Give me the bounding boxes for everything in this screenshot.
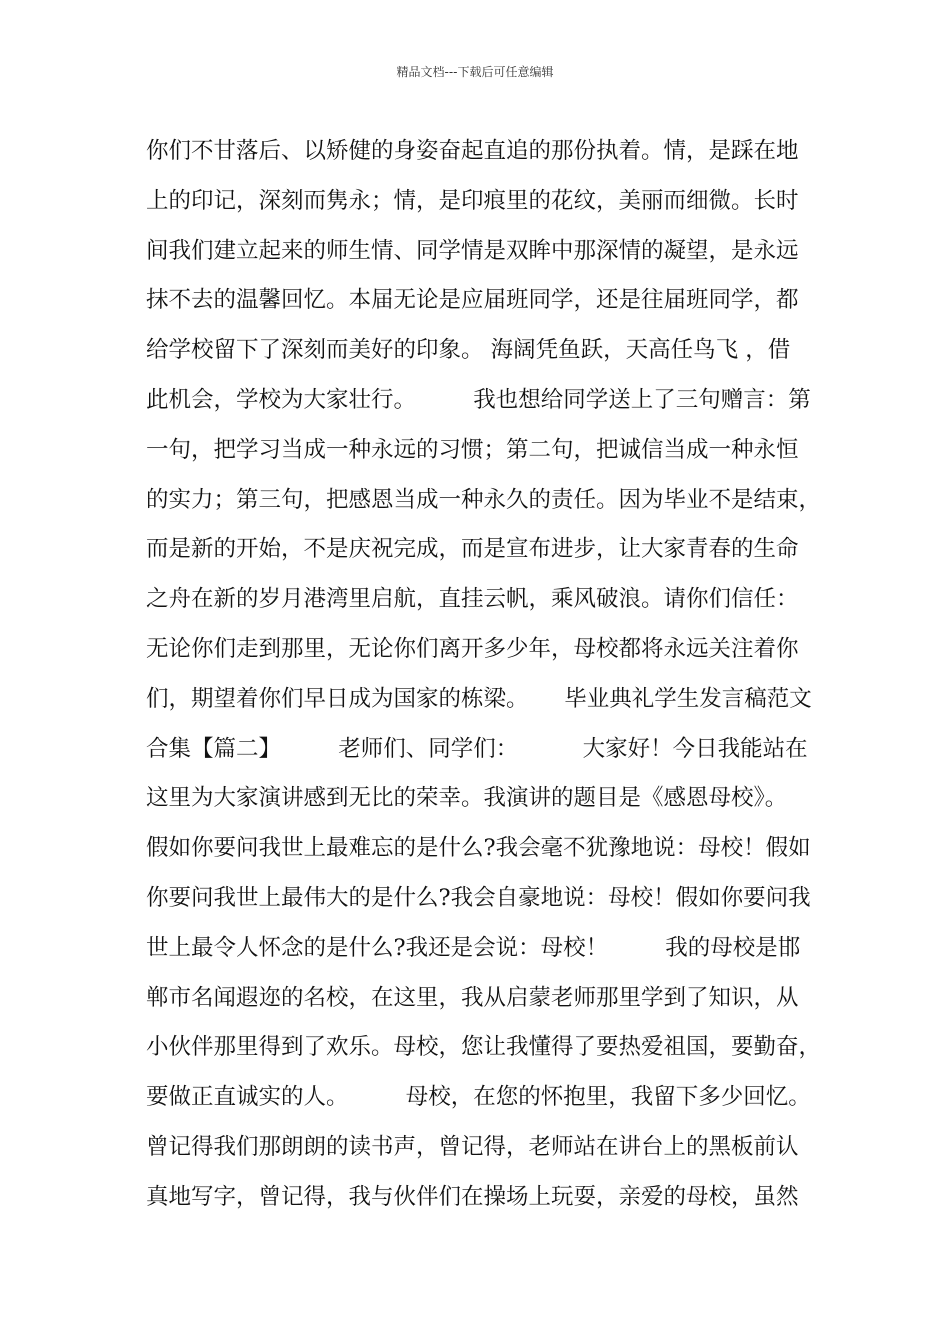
text-line: 上的印记，深刻而隽永；情，是印痕里的花纹，美丽而细微。长时 — [146, 187, 799, 214]
text-line: 们，期望着你们早日成为国家的栋梁。 毕业典礼学生发言稿范文 — [146, 685, 812, 712]
text-line: 给学校留下了深刻而美好的印象。 海阔凭鱼跃，天高任鸟飞 ，借 — [146, 337, 791, 364]
text-line: 一句，把学习当成一种永远的习惯；第二句，把诚信当成一种永恒 — [146, 436, 799, 463]
text-line: 郸市名闻遐迩的名校，在这里，我从启蒙老师那里学到了知识，从 — [146, 984, 799, 1011]
text-line: 世上最令人怀念的是什么?我还是会说：母校！ 我的母校是邯 — [146, 934, 801, 961]
text-line: 此机会，学校为大家壮行。 我也想给同学送上了三句赠言：第 — [146, 386, 811, 413]
text-line: 的实力；第三句，把感恩当成一种永久的责任。因为毕业不是结束， — [146, 486, 822, 513]
text-line: 要做正直诚实的人。 母校，在您的怀抱里，我留下多少回忆。 — [146, 1084, 811, 1111]
text-line: 你要问我世上最伟大的是什么?我会自豪地说：母校！假如你要问我 — [146, 884, 811, 911]
text-line: 抹不去的温馨回忆。本届无论是应届班同学，还是往届班同学，都 — [146, 287, 799, 314]
page-header: 精品文档---下载后可任意编辑 — [396, 65, 554, 79]
text-line: 之舟在新的岁月港湾里启航，直挂云帆，乘风破浪。请你们信任： — [146, 586, 799, 613]
text-line: 而是新的开始，不是庆祝完成，而是宣布进步，让大家青春的生命 — [146, 536, 799, 563]
text-line: 假如你要问我世上最难忘的是什么?我会毫不犹豫地说：母校！假如 — [146, 835, 811, 862]
text-line: 你们不甘落后、以矫健的身姿奋起直追的那份执着。情，是踩在地 — [146, 138, 799, 164]
text-line: 这里为大家演讲感到无比的荣幸。我演讲的题目是《感恩母校》。 — [146, 785, 788, 812]
text-line: 真地写字，曾记得，我与伙伴们在操场上玩耍，亲爱的母校，虽然 — [146, 1183, 799, 1210]
text-line: 曾记得我们那朗朗的读书声，曾记得，老师站在讲台上的黑板前认 — [146, 1133, 799, 1160]
text-line: 合集【篇二】 老师们、同学们： 大家好！今日我能站在 — [146, 735, 808, 762]
text-line: 间我们建立起来的师生情、同学情是双眸中那深情的凝望，是永远 — [146, 237, 799, 264]
text-line: 小伙伴那里得到了欢乐。母校，您让我懂得了要热爱祖国，要勤奋， — [146, 1034, 822, 1061]
text-line: 无论你们走到那里，无论你们离开多少年，母校都将永远关注着你 — [146, 635, 799, 662]
document-body — [146, 127, 826, 1223]
